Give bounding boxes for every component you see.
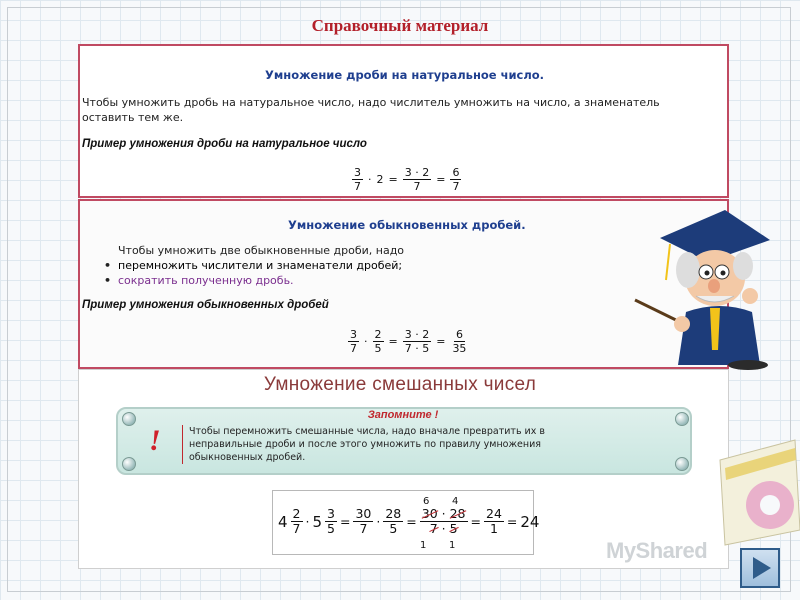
denominator: 5 — [327, 521, 335, 536]
fraction — [353, 507, 373, 536]
fraction — [484, 507, 504, 536]
section1-example-math — [352, 166, 461, 193]
cancel-bottom-number: 1 — [449, 540, 456, 551]
page-title: Справочный материал — [311, 16, 489, 35]
remember-heading: Запомните ! — [367, 409, 439, 421]
equals-sign: = — [388, 335, 398, 348]
number: 2 — [376, 173, 384, 186]
whole-number: 5 — [312, 512, 323, 531]
cancel-bottom-number: 1 — [420, 540, 427, 551]
section3-heading: Умножение смешанных чисел — [263, 374, 537, 395]
rivet-icon — [122, 457, 136, 471]
professor-illustration — [630, 200, 775, 370]
section1-rule-line2: оставить тем же. — [82, 111, 184, 124]
list-item: • перемножить числители и знаменатели дробей; — [104, 258, 402, 273]
numerator: 3 · 2 — [404, 328, 430, 341]
numerator: 24 — [486, 506, 502, 521]
numerator: 28 — [385, 506, 402, 521]
rivet-icon — [675, 412, 689, 426]
denominator: 5 — [374, 342, 382, 355]
section1-rule-line1: Чтобы умножить дробь на натуральное число, надо числитель умножить на число, а знаменатель — [82, 96, 660, 109]
pointer-stick — [635, 300, 680, 322]
mixed-formula — [278, 507, 539, 536]
fraction — [383, 507, 403, 536]
play-arrow-icon — [742, 550, 778, 586]
denominator: 7 — [292, 521, 301, 536]
fraction — [450, 328, 468, 355]
section1-example-label: Пример умножения дроби на натуральное число — [82, 138, 367, 150]
denominator: 5 — [389, 521, 398, 536]
watermark: MyShared — [606, 538, 708, 563]
cancelled-number: 28 — [449, 506, 466, 521]
cancel-top-number: 4 — [452, 496, 459, 507]
denominator: 35 — [452, 342, 467, 355]
equals-sign: = — [406, 514, 417, 529]
equals-sign: = — [339, 514, 351, 529]
denominator: 7 — [354, 180, 361, 193]
denominator: 7 — [413, 180, 421, 193]
fraction — [403, 328, 432, 355]
section2-example-label: Пример умножения обыкновенных дробей — [82, 299, 329, 311]
denominator: 1 — [489, 521, 498, 536]
denominator — [428, 522, 460, 536]
denominator: 7 · 5 — [404, 342, 430, 355]
numerator: 2 — [374, 328, 382, 341]
multiply-sign: · — [441, 506, 446, 521]
whole-number: 4 — [278, 512, 288, 531]
rivet-icon — [675, 457, 689, 471]
professor-hair — [676, 252, 700, 288]
equals-sign: = — [470, 514, 481, 529]
cancelled-number: 30 — [421, 506, 438, 521]
numerator: 3 — [327, 506, 335, 521]
section2-heading: Умножение обыкновенных дробей. — [288, 218, 526, 232]
numerator: 30 — [355, 506, 372, 521]
numerator: 3 — [354, 166, 361, 179]
cancel-top-number: 6 — [423, 496, 430, 507]
cancelled-fraction — [420, 507, 468, 536]
numerator: 6 — [452, 166, 460, 179]
fraction — [403, 166, 432, 193]
cap-tassel — [666, 244, 670, 280]
numerator: 3 — [350, 328, 357, 341]
fraction — [450, 166, 461, 193]
list-item: • сократить полученную дробь. — [104, 273, 402, 288]
cancelled-number: 7 — [429, 521, 438, 536]
numerator: 6 — [455, 328, 463, 341]
denominator: 7 — [359, 521, 368, 536]
fraction — [291, 507, 303, 536]
section1-heading: Умножение дроби на натуральное число. — [265, 68, 545, 82]
multiply-sign: · — [368, 173, 372, 186]
fraction — [373, 328, 384, 355]
multiply-sign: · — [305, 514, 310, 529]
fraction — [348, 328, 359, 355]
next-slide-button[interactable] — [740, 548, 780, 588]
denominator: 7 — [452, 180, 460, 193]
numerator: 3 · 2 — [404, 166, 430, 179]
section2-example-math — [348, 328, 468, 355]
equals-sign: = — [506, 514, 518, 529]
cancelled-number: 5 — [449, 521, 458, 536]
section2-intro: Чтобы умножить две обыкновенные дроби, надо — [118, 244, 405, 257]
multiply-sign: · — [441, 521, 446, 536]
exclamation-icon: ! — [149, 424, 161, 457]
multiply-sign: · — [364, 335, 368, 348]
denominator: 7 — [350, 342, 357, 355]
multiply-sign: · — [376, 514, 381, 529]
rivet-icon — [122, 412, 136, 426]
result-number: 24 — [520, 512, 540, 531]
books-illustration — [700, 420, 800, 550]
fraction — [325, 507, 337, 536]
section2-rule-list — [104, 258, 402, 288]
equals-sign: = — [388, 173, 398, 186]
numerator — [420, 507, 468, 522]
numerator: 2 — [292, 506, 301, 521]
remember-text: Чтобы перемножить смешанные числа, надо вначале превратить их в неправильные дроби и после этого умножить по правилу умножения обыкновенных дробей. — [182, 425, 609, 464]
equals-sign: = — [436, 335, 446, 348]
equals-sign: = — [436, 173, 446, 186]
fraction — [352, 166, 363, 193]
